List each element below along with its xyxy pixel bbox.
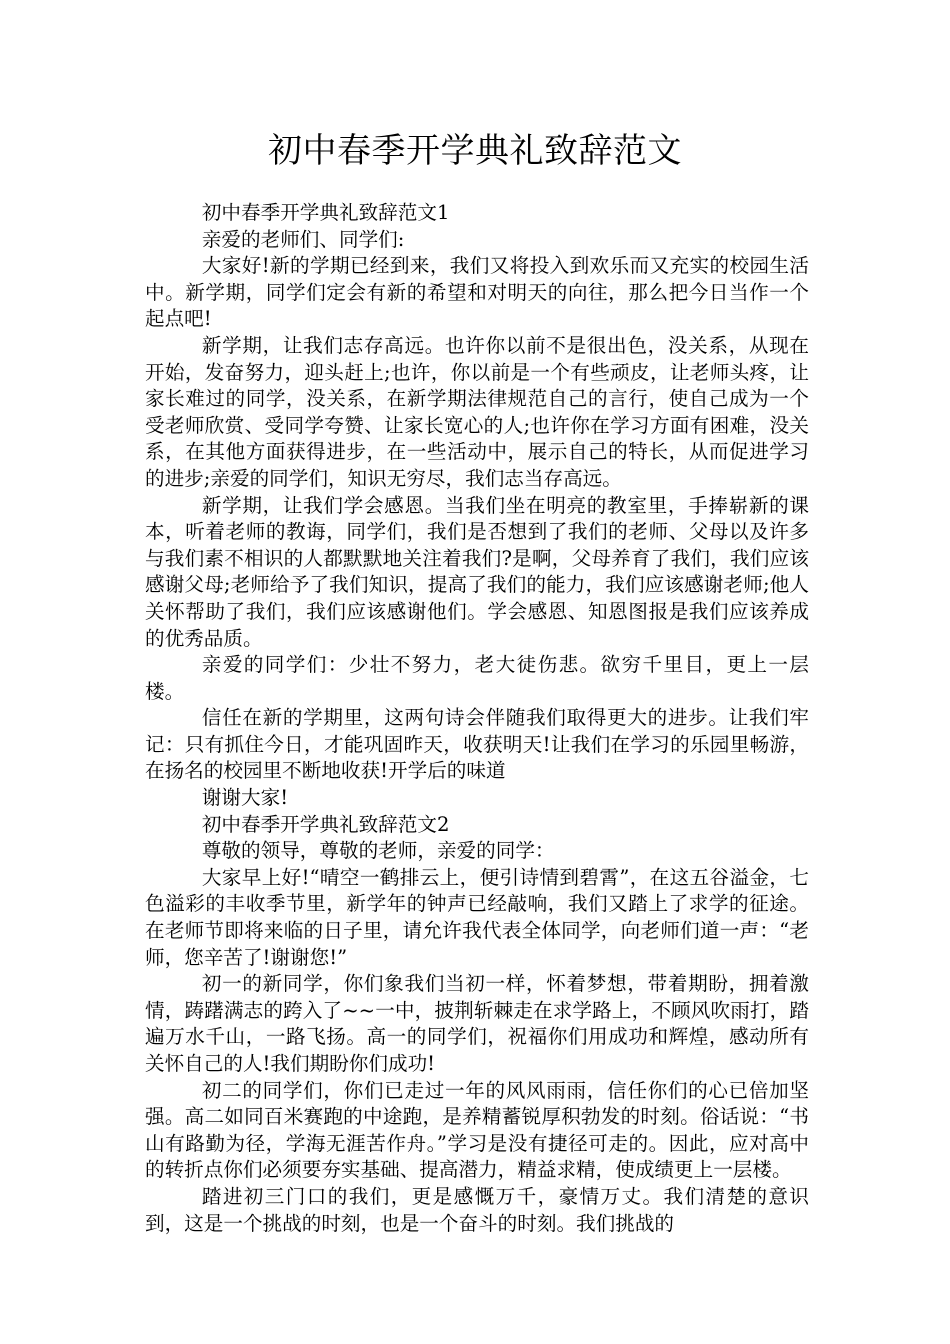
paragraph: 踏进初三门口的我们，更是感慨万千，豪情万丈。我们清楚的意识到，这是一个挑战的时刻，也是一个奋斗的时刻。我们挑战的 (145, 1184, 809, 1235)
section-heading-2: 初中春季开学典礼致辞范文2 (201, 812, 450, 836)
closing: 谢谢大家! (201, 786, 289, 810)
paragraph: 新学期，让我们学会感恩。当我们坐在明亮的教室里，手捧崭新的课本，听着老师的教诲，同学们，我们是否想到了我们的老师、父母以及许多与我们素不相识的人都默默地关注着我们?是啊，父母养育了我们，我们应该感谢父母;老师给予了我们知识，提高了我们的能力，我们应该感谢老师;他人关怀帮助了我们，我们应该感谢他们。学会感恩、知恩图报是我们应该养成的优秀品质。 (145, 493, 809, 650)
paragraph: 初二的同学们，你们已走过一年的风风雨雨，信任你们的心已倍加坚强。高二如同百米赛跑的中途跑，是养精蓄锐厚积勃发的时刻。俗话说：“书山有路勤为径，学海无涯苦作舟。”学习是没有捷径可走的。因此，应对高中的转折点你们必须要夯实基础、提高潜力，精益求精，使成绩更上一层楼。 (145, 1078, 809, 1182)
salutation: 尊敬的领导，尊敬的老师，亲爱的同学： (201, 839, 555, 863)
paragraph: 大家好!新的学期已经到来，我们又将投入到欢乐而又充实的校园生活中。新学期，同学们定会有新的希望和对明天的向往，那么把今日当作一个起点吧! (145, 254, 809, 331)
document-title: 初中春季开学典礼致辞范文 (268, 131, 682, 171)
section-heading-1: 初中春季开学典礼致辞范文1 (201, 201, 450, 224)
paragraph: 亲爱的同学们：少壮不努力，老大徒伤悲。欲穷千里目，更上一层楼。 (145, 653, 809, 703)
paragraph: 初一的新同学，你们象我们当初一样，怀着梦想，带着期盼，拥着激情，踌躇满志的跨入了~~一中，披荆斩棘走在求学路上，不顾风吹雨打，踏遍万水千山，一路飞扬。高一的同学们，祝福你们用成功和辉煌，感动所有关怀自己的人!我们期盼你们成功! (145, 972, 809, 1075)
paragraph: 新学期，让我们志存高远。也许你以前不是很出色，没关系，从现在开始，发奋努力，迎头赶上;也许，你以前是一个有些顽皮，让老师头疼，让家长难过的同学，没关系，在新学期法律规范自己的言行，使自己成为一个受老师欣赏、受同学夸赞、让家长宽心的人;也许你在学习方面有困难，没关系，在其他方面获得进步，在一些活动中，展示自己的特长，从而促进学习的进步;亲爱的同学们，知识无穷尽，我们志当存高远。 (145, 333, 809, 490)
paragraph: 信任在新的学期里，这两句诗会伴随我们取得更大的进步。让我们牢记：只有抓住今日，才能巩固昨天，收获明天!让我们在学习的乐园里畅游，在扬名的校园里不断地收获!开学后的味道 (145, 706, 809, 783)
salutation: 亲爱的老师们、同学们: (201, 227, 405, 251)
document-body (145, 200, 809, 1237)
paragraph: 大家早上好!“晴空一鹤排云上，便引诗情到碧霄”，在这五谷溢金，七色溢彩的丰收季节里，新学年的钟声已经敲响，我们又踏上了求学的征途。在老师节即将来临的日子里，请允许我代表全体同学，向老师们道一声：“老师，您辛苦了!谢谢您!” (145, 865, 809, 969)
